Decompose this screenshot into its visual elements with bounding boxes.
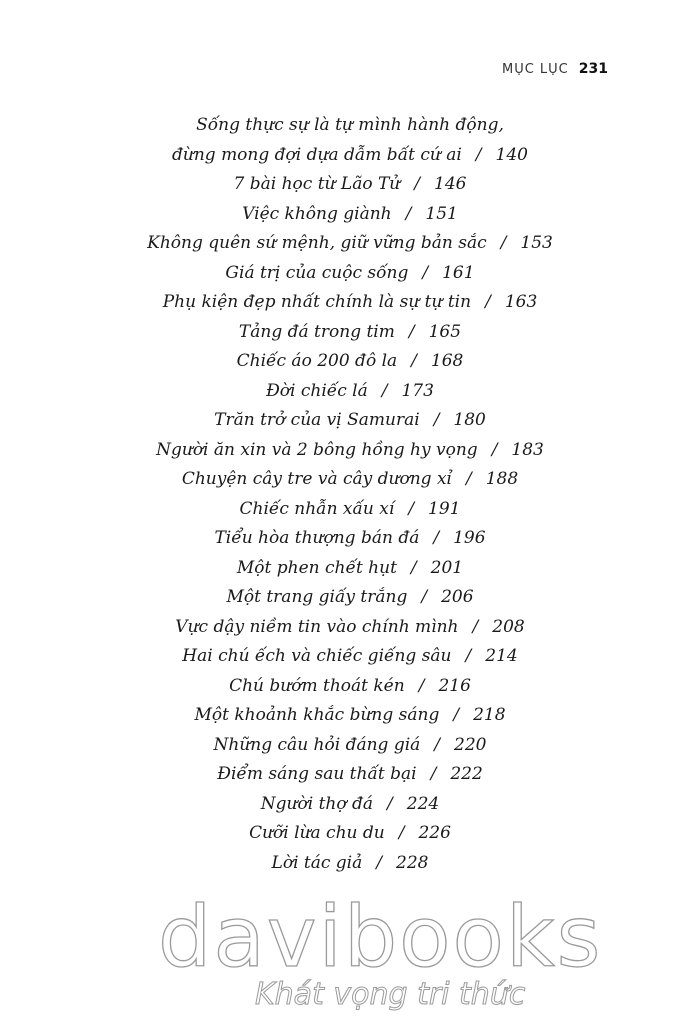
toc-entry-page: 206: [441, 587, 474, 607]
toc-separator: /: [381, 380, 388, 401]
toc-entry-title: Một trang giấy trắng: [226, 587, 408, 607]
toc-separator: /: [408, 321, 415, 342]
toc-entry-title: Hai chú ếch và chiếc giếng sâu: [182, 646, 452, 666]
toc-separator: /: [433, 410, 440, 430]
toc-entry: [0, 819, 700, 849]
toc-separator: /: [430, 764, 437, 784]
toc-entry: [0, 495, 700, 525]
toc-entry-page: 214: [485, 646, 518, 666]
toc-entry: [0, 436, 700, 466]
toc-separator: /: [408, 498, 415, 519]
toc-entry-title: Phụ kiện đẹp nhất chính là sự tự tin: [162, 292, 472, 312]
toc-separator: /: [410, 557, 417, 578]
toc-entry: [0, 554, 700, 584]
toc-separator: /: [485, 292, 491, 312]
toc-entry: [0, 170, 700, 200]
toc-entry-title: Người thợ đá: [260, 793, 374, 814]
toc-separator: /: [405, 203, 412, 224]
toc-entry-page: 201: [430, 557, 464, 578]
toc-entry-title: Tảng đá trong tim: [238, 321, 395, 342]
toc-separator: /: [491, 439, 498, 460]
toc-entry: [0, 465, 700, 495]
toc-entry: [0, 288, 700, 318]
toc-separator: /: [387, 793, 393, 814]
toc-entry-page: 228: [396, 852, 429, 873]
toc-entry: [0, 849, 700, 879]
toc-entry-title: Người ăn xin và 2 bông hồng hy vọng: [156, 439, 478, 460]
toc-entry: [0, 790, 700, 820]
toc-entry-page: 146: [434, 174, 467, 194]
toc-entry: [0, 377, 700, 407]
toc-entry-page: 168: [430, 351, 464, 371]
toc-entry-page: 173: [401, 380, 434, 401]
toc-entry-page: 191: [428, 498, 461, 519]
toc-entry-title: Giá trị của cuộc sống: [225, 262, 409, 283]
toc-entry-page: 220: [454, 734, 487, 755]
toc-entry: [0, 229, 700, 259]
toc-entry-title: Chuyện cây tre và cây dương xỉ: [181, 469, 452, 489]
toc-entry: [0, 524, 700, 554]
toc-entry: [0, 111, 700, 170]
toc-entry-page: 163: [504, 292, 538, 312]
toc-entry-page: 140: [495, 144, 528, 165]
toc-entry-title: Chiếc áo 200 đô la: [236, 351, 398, 371]
toc-entry-page: 180: [453, 410, 486, 430]
toc-entry-page: 196: [453, 528, 486, 548]
toc-separator: /: [421, 587, 428, 607]
toc-entry-page: 222: [450, 764, 483, 784]
toc-entry-title: Đời chiếc lá: [266, 380, 368, 401]
toc-entry: [0, 642, 700, 672]
toc-separator: /: [422, 262, 429, 283]
toc-entry-page: 224: [406, 793, 440, 814]
toc-entry-page: 188: [485, 469, 519, 489]
toc-entry-title: Lời tác giả: [271, 852, 363, 873]
toc-separator: /: [433, 528, 440, 548]
toc-entry-title: Chiếc nhẫn xấu xí: [239, 498, 395, 519]
toc-separator: /: [418, 675, 425, 696]
toc-entry-title: đừng mong đợi dựa dẫm bất cứ ai: [172, 144, 462, 165]
toc-entry: [0, 200, 700, 230]
toc-entry: [0, 583, 700, 613]
toc-entry-page: 218: [473, 705, 506, 725]
section-title: MỤC LỤC: [501, 62, 569, 77]
toc-entry-page: 161: [442, 262, 475, 283]
toc-entry: [0, 731, 700, 761]
toc-entry-page: 216: [438, 675, 471, 696]
toc-entry-page: 165: [428, 321, 462, 342]
toc-separator: /: [475, 144, 482, 165]
toc-separator: /: [465, 469, 472, 489]
toc-entry-title: Trăn trở của vị Samurai: [214, 410, 420, 430]
toc-entry-title: Vực dậy niềm tin vào chính mình: [175, 616, 459, 637]
toc-entry-title: Việc không giành: [242, 203, 392, 224]
watermark-tagline: Khát vọng tri thức: [255, 977, 526, 1012]
toc-entry: [0, 406, 700, 436]
toc-separator: /: [414, 174, 420, 194]
toc-entry: [0, 318, 700, 348]
toc-entry-title: Cưỡi lừa chu du: [249, 823, 385, 843]
toc-entry-page: 183: [511, 439, 544, 460]
toc-entry-page: 208: [492, 616, 525, 637]
toc-separator: /: [398, 823, 405, 843]
toc-entry-page: 151: [425, 203, 458, 224]
table-of-contents: [0, 111, 700, 878]
toc-entry-title: Một phen chết hụt: [236, 557, 397, 578]
toc-separator: /: [500, 233, 507, 253]
toc-entry-title: Điểm sáng sau thất bại: [217, 764, 417, 784]
toc-entry-title: Tiểu hòa thượng bán đá: [214, 528, 420, 548]
toc-entry: [0, 672, 700, 702]
toc-entry: [0, 701, 700, 731]
toc-entry: [0, 760, 700, 790]
toc-entry: [0, 259, 700, 289]
toc-separator: /: [376, 852, 382, 873]
toc-entry-title: Chú bướm thoát kén: [229, 675, 405, 696]
watermark-logo: davibooks: [158, 888, 603, 986]
toc-entry-title: Những câu hỏi đáng giá: [213, 734, 421, 755]
toc-separator: /: [411, 351, 417, 371]
toc-entry-page: 226: [418, 823, 451, 843]
toc-entry-page: 153: [520, 233, 553, 253]
page-number: 231: [578, 61, 608, 77]
toc-entry-title: Không quên sứ mệnh, giữ vững bản sắc: [147, 233, 487, 253]
toc-entry-title: Sống thực sự là tự mình hành động,: [196, 115, 504, 135]
toc-separator: /: [472, 616, 479, 637]
toc-entry-title: Một khoảnh khắc bừng sáng: [194, 705, 440, 725]
toc-separator: /: [453, 705, 460, 725]
toc-separator: /: [434, 734, 441, 755]
toc-separator: /: [465, 646, 472, 666]
toc-entry-title: 7 bài học từ Lão Tử: [233, 174, 401, 194]
running-head: [502, 61, 608, 77]
toc-entry: [0, 347, 700, 377]
toc-entry: [0, 613, 700, 643]
